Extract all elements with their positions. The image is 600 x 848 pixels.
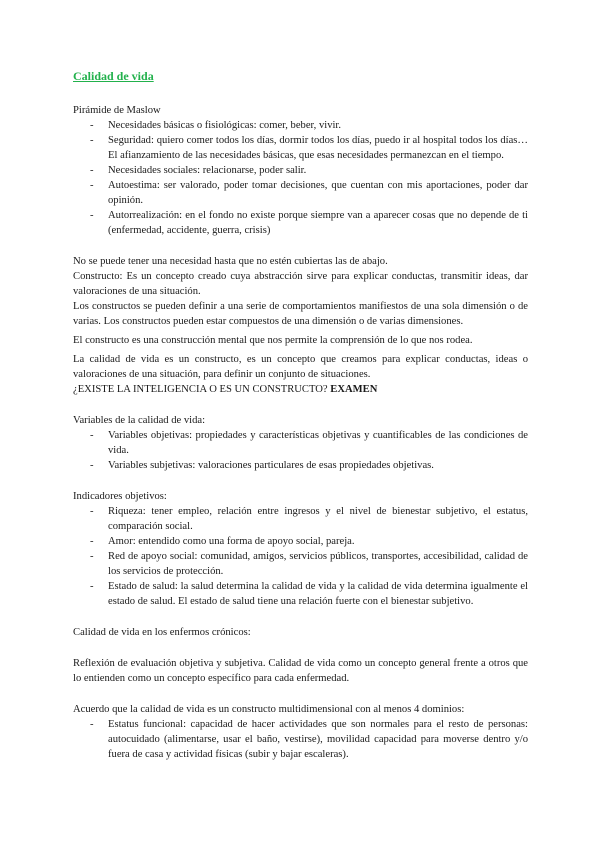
list-item: - Estado de salud: la salud determina la calidad de vida y la calidad de vida determina igualmente el estado de salud. El estado de salud tiene una relación fuerte con el bienestar subjetivo. <box>108 579 528 609</box>
paragraph: Los constructos se pueden definir a una serie de comportamientos manifiestos de una sola dimensión o de varias. Los constructos pueden estar compuestos de una dimensión o de varias dimensiones. <box>73 301 528 327</box>
paragraph: Reflexión de evaluación objetiva y subjetiva. Calidad de vida como un concepto general frente a otros que lo entienden como un concepto específico para cada enfermedad. <box>73 658 528 684</box>
maslow-heading: Pirámide de Maslow <box>73 105 161 116</box>
exam-question <box>73 382 528 397</box>
dominios-list <box>73 717 528 762</box>
page-title: Calidad de vida <box>73 69 154 83</box>
maslow-list <box>73 118 528 238</box>
variables-list <box>73 428 528 473</box>
list-item: - Variables subjetivas: valoraciones particulares de esas propiedades objetivas. <box>108 458 528 473</box>
variables-heading: Variables de la calidad de vida: <box>73 415 206 426</box>
list-item: - Variables objetivas: propiedades y características objetivas y cuantificables de las condiciones de vida. <box>108 428 528 458</box>
paragraph: Constructo: Es un concepto creado cuya abstracción sirve para explicar conductas, transmitir ideas, dar valoraciones de una situación. <box>73 271 528 297</box>
list-item: - Autorrealización: en el fondo no existe porque siempre van a aparecer cosas que no depende de ti (enfermedad, accidente, guerra, crisis) <box>108 208 528 238</box>
indicadores-heading: Indicadores objetivos: <box>73 491 167 502</box>
list-item: - Necesidades básicas o fisiológicas: comer, beber, vivir. <box>108 118 528 133</box>
list-item: - Estatus funcional: capacidad de hacer actividades que son normales para el resto de personas: autocuidado (alimentarse, usar el baño, vestirse), movilidad capacidad para moverse dentro y/o fuera de casa y actividad físicas (subir y bajar escaleras). <box>108 717 528 762</box>
question-text: ¿EXISTE LA INTELIGENCIA O ES UN CONSTRUCTO? <box>73 384 328 395</box>
cronicos-heading: Calidad de vida en los enfermos crónicos: <box>73 627 251 638</box>
paragraph: No se puede tener una necesidad hasta que no estén cubiertas las de abajo. <box>73 256 388 267</box>
list-item: - Riqueza: tener empleo, relación entre ingresos y el nivel de bienestar subjetivo, el estatus, comparación social. <box>108 504 528 534</box>
list-item: - Red de apoyo social: comunidad, amigos, servicios públicos, transportes, accesibilidad, calidad de los servicios de protección. <box>108 549 528 579</box>
list-item: - Autoestima: ser valorado, poder tomar decisiones, que cuentan con mis aportaciones, poder dar opinión. <box>108 178 528 208</box>
list-item: - Amor: entendido como una forma de apoyo social, pareja. <box>108 534 528 549</box>
paragraph: Acuerdo que la calidad de vida es un constructo multidimensional con al menos 4 dominios: <box>73 704 465 715</box>
list-item: - Seguridad: quiero comer todos los días, dormir todos los días, puedo ir al hospital todos los días… El afianzamiento de las necesidades básicas, que esas necesidades permanezcan en el tiempo. <box>108 133 528 163</box>
paragraph: El constructo es una construcción mental que nos permite la comprensión de lo que nos rodea. <box>73 335 473 346</box>
paragraph: La calidad de vida es un constructo, es un concepto que creamos para explicar conductas, ideas o valoraciones de una situación, para definir un conjunto de situaciones. <box>73 354 528 380</box>
list-item: - Necesidades sociales: relacionarse, poder salir. <box>108 163 528 178</box>
indicadores-list <box>73 504 528 609</box>
exam-tag: EXAMEN <box>330 384 378 395</box>
